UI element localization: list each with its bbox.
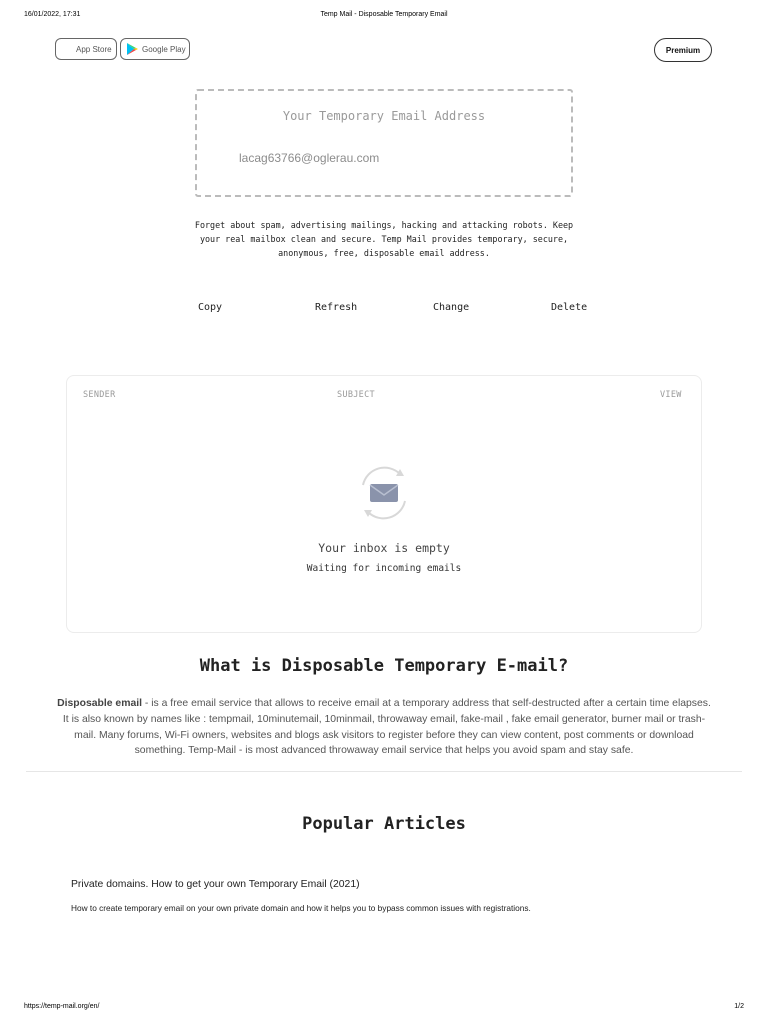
google-play-icon [127,43,138,55]
print-page-number: 1/2 [734,1003,744,1010]
google-play-label: Google Play [142,44,186,54]
google-play-button[interactable] [120,38,190,60]
change-button[interactable]: Change [433,302,470,313]
inbox-empty-title: Your inbox is empty [318,541,450,555]
what-is-body: - is a free email service that allows to receive email at a temporary address that self-destructed after a certain time elapses. It is also known by names like : tempmail, 10minutemail, 10minmail, throwaway email, fake-mail , fake email generator, burner mail or trash-mail. Many forums, Wi-Fi owners, websites and blogs ask visitors to register before they can view content, post comments or download something. Temp-Mail - is most advanced throwaway email service that helps you avoid spam and stay safe. [62,698,711,757]
premium-button[interactable] [654,38,712,62]
print-page-title: Temp Mail - Disposable Temporary Email [320,11,448,18]
column-header-sender: SENDER [83,390,116,400]
premium-label: Premium [665,45,701,55]
popular-articles-heading: Popular Articles [302,814,466,834]
app-store-button[interactable] [55,38,117,60]
app-store-label: App Store [76,44,112,54]
article-title-link[interactable]: Private domains. How to get your own Temporary Email (2021) [71,879,360,890]
what-is-paragraph [54,696,714,759]
envelope-refresh-icon [355,465,413,521]
refresh-button[interactable]: Refresh [315,302,358,313]
article-description: How to create temporary email on your own private domain and how it helps you to bypass common issues with registrations. [71,903,531,913]
print-date: 16/01/2022, 17:31 [24,11,81,18]
print-url: https://temp-mail.org/en/ [24,1003,100,1010]
copy-button[interactable]: Copy [198,302,223,313]
email-address-box [195,89,573,197]
column-header-subject: SUBJECT [337,390,375,400]
column-header-view: VIEW [660,390,682,400]
service-description: Forget about spam, advertising mailings, hacking and attacking robots. Keep your real mailbox clean and secure. Temp Mail provides temporary, secure, anonymous, free, disposable email address. [194,220,574,258]
section-divider [26,771,742,772]
email-address-label: Your Temporary Email Address [282,109,486,123]
what-is-lead: Disposable email [57,698,143,709]
what-is-heading: What is Disposable Temporary E-mail? [199,656,569,676]
inbox-empty-subtitle: Waiting for incoming emails [306,563,462,574]
email-address-field[interactable]: lacag63766@oglerau.com [239,151,380,165]
delete-button[interactable]: Delete [551,302,588,313]
